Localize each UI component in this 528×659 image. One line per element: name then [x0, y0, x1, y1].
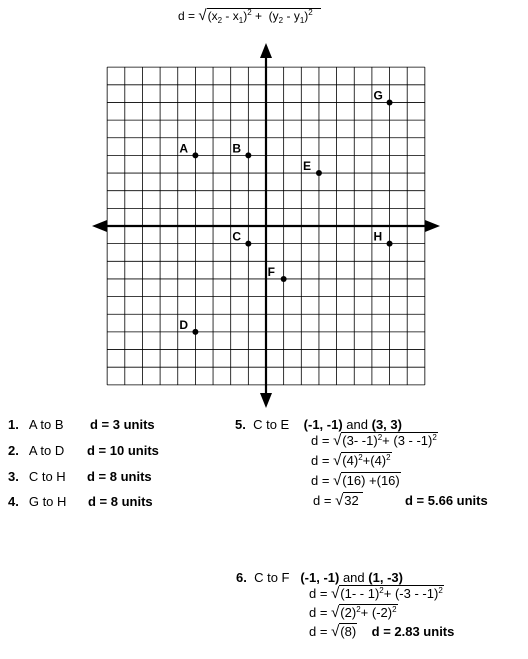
- q6-step1-b: (-3 - -1): [394, 586, 439, 601]
- q5-step3: d = √(16) +(16): [311, 472, 400, 489]
- x-axis-left-arrow: [92, 220, 107, 232]
- q6-step2-plus: +: [360, 605, 369, 620]
- point-label-c: C: [232, 229, 242, 244]
- q5-header: [235, 417, 402, 432]
- q6-step2: $d = √(2)^2+ (-2)^2$: [309, 604, 397, 621]
- q6-and: and: [342, 570, 365, 585]
- formula-sq-1: 2: [247, 8, 252, 17]
- q6-step1-sq1: 2: [379, 586, 384, 595]
- q5-number: 5.: [235, 417, 246, 432]
- q6-step2-d: d =: [309, 605, 328, 620]
- q6-step2-sq2: 2: [392, 605, 397, 614]
- point-label-b: B: [232, 141, 242, 156]
- x-axis-right-arrow: [425, 220, 440, 232]
- radical-sign: √: [198, 7, 207, 24]
- y-axis-top-arrow: [260, 43, 272, 58]
- q5-step2-plus: +: [362, 453, 371, 468]
- formula-minus-2: -: [286, 9, 291, 23]
- points-layer: [179, 88, 392, 334]
- question-number: 2.: [8, 443, 19, 458]
- q5-answer: d = 5.66 units: [405, 493, 488, 508]
- q5-step2-a: (4): [342, 453, 359, 468]
- point-label-d: D: [179, 317, 189, 332]
- question-pair: A to D: [28, 443, 65, 458]
- formula-minus-1: -: [225, 9, 230, 23]
- q6-pair: C to F: [254, 570, 290, 585]
- axes: [92, 43, 440, 408]
- q6-step1-plus: +: [383, 586, 392, 601]
- formula-sq-2: 2: [308, 8, 313, 17]
- q5-step1-b: (3 - -1): [393, 433, 433, 448]
- q5-step3-d: d =: [311, 473, 330, 488]
- formula-y2-sub: 2: [278, 16, 284, 25]
- point-label-a: A: [179, 141, 189, 156]
- q5-step2-b: (4): [370, 453, 387, 468]
- point-b: [245, 152, 251, 158]
- question-pair: C to H: [28, 469, 66, 484]
- q5-step2-d: d =: [311, 453, 330, 468]
- point-label-e: E: [302, 159, 311, 174]
- q6-step3: d = √(8) d = 2.83 units: [309, 623, 455, 640]
- formula-x1: x: [232, 9, 239, 23]
- q6-step2-sq1: 2: [356, 605, 361, 614]
- q6-coord1: (-1, -1): [300, 570, 340, 585]
- q5-step1-sq2: 2: [432, 433, 437, 442]
- question-number: 3.: [8, 469, 19, 484]
- q5-step3-radicand: (16) +(16): [342, 473, 400, 488]
- q5-step1: d = √(3- -1)$^2$+ (3 - -1)$^2$: [311, 432, 437, 449]
- question-pair: G to H: [28, 494, 67, 509]
- q5-step1-sq1: 2: [377, 433, 383, 442]
- y-axis-bottom-arrow: [260, 393, 272, 408]
- point-d: [192, 329, 198, 335]
- q5-step2-sq1: 2: [358, 453, 363, 462]
- q6-coord2: (1, -3): [368, 570, 403, 585]
- formula-radicand: $(x_2 - x_1)^2 + (y_2 - y_1)^2$: [207, 8, 321, 23]
- question-4: [8, 494, 66, 509]
- formula-x2-sub: 2: [217, 16, 223, 25]
- formula-x2: x: [211, 9, 218, 23]
- q6-step1-a: (1- - 1): [340, 586, 380, 601]
- question-answer: d = 8 units: [88, 494, 153, 509]
- point-h: [387, 241, 393, 247]
- formula-x1-sub: 1: [238, 16, 244, 25]
- question-answer: d = 3 units: [90, 417, 155, 432]
- question-answer: d = 8 units: [87, 469, 152, 484]
- question-1: [8, 417, 64, 432]
- point-e: [316, 170, 322, 176]
- q5-and: and: [346, 417, 368, 432]
- q5-pair: C to E: [253, 417, 290, 432]
- question-number: 4.: [8, 494, 19, 509]
- q5-step1-d: d =: [311, 433, 330, 448]
- point-label-h: H: [373, 229, 383, 244]
- q6-step3-d: d =: [309, 624, 328, 639]
- q6-header: [236, 570, 403, 585]
- q6-step2-b: (-2): [371, 605, 393, 620]
- q5-step2: $d = √(4)^2+(4)^2$: [311, 452, 391, 469]
- q6-step1-d: d =: [309, 586, 328, 601]
- q6-number: 6.: [236, 570, 247, 585]
- q5-step4-d: d =: [313, 493, 332, 508]
- point-label-g: G: [373, 88, 383, 103]
- formula-y2: y: [272, 9, 279, 23]
- point-c: [245, 241, 251, 247]
- q5-step1-plus: +: [382, 433, 390, 448]
- q6-step3-radicand: (8): [340, 624, 357, 639]
- point-f: [281, 276, 287, 282]
- point-label-f: F: [267, 264, 275, 279]
- question-answer: d = 10 units: [87, 443, 159, 458]
- q5-step4-radicand: 32: [343, 492, 362, 508]
- formula-y1: y: [293, 9, 300, 23]
- q6-step1-sq2: 2: [438, 586, 443, 595]
- formula-y1-sub: 1: [299, 16, 305, 25]
- question-3: [8, 469, 66, 484]
- question-number: 1.: [8, 417, 19, 432]
- point-g: [387, 99, 393, 105]
- q5-coord2: (3, 3): [371, 417, 402, 432]
- formula-plus: +: [254, 9, 262, 23]
- question-2: [8, 443, 64, 458]
- q6-step1: d = √(1- - 1)$^2$+ (-3 - -1)$^2$: [309, 585, 443, 602]
- q6-step2-a: (2): [340, 605, 357, 620]
- formula-d: d =: [178, 9, 196, 23]
- q6-answer: d = 2.83 units: [371, 624, 455, 639]
- question-pair: A to B: [28, 417, 64, 432]
- q5-coord1: (-1, -1): [303, 417, 343, 432]
- q5-step1-a: (3- -1): [342, 433, 378, 448]
- q5-step4: d = √32: [313, 492, 363, 509]
- point-a: [192, 152, 198, 158]
- q5-step2-sq2: 2: [386, 453, 391, 462]
